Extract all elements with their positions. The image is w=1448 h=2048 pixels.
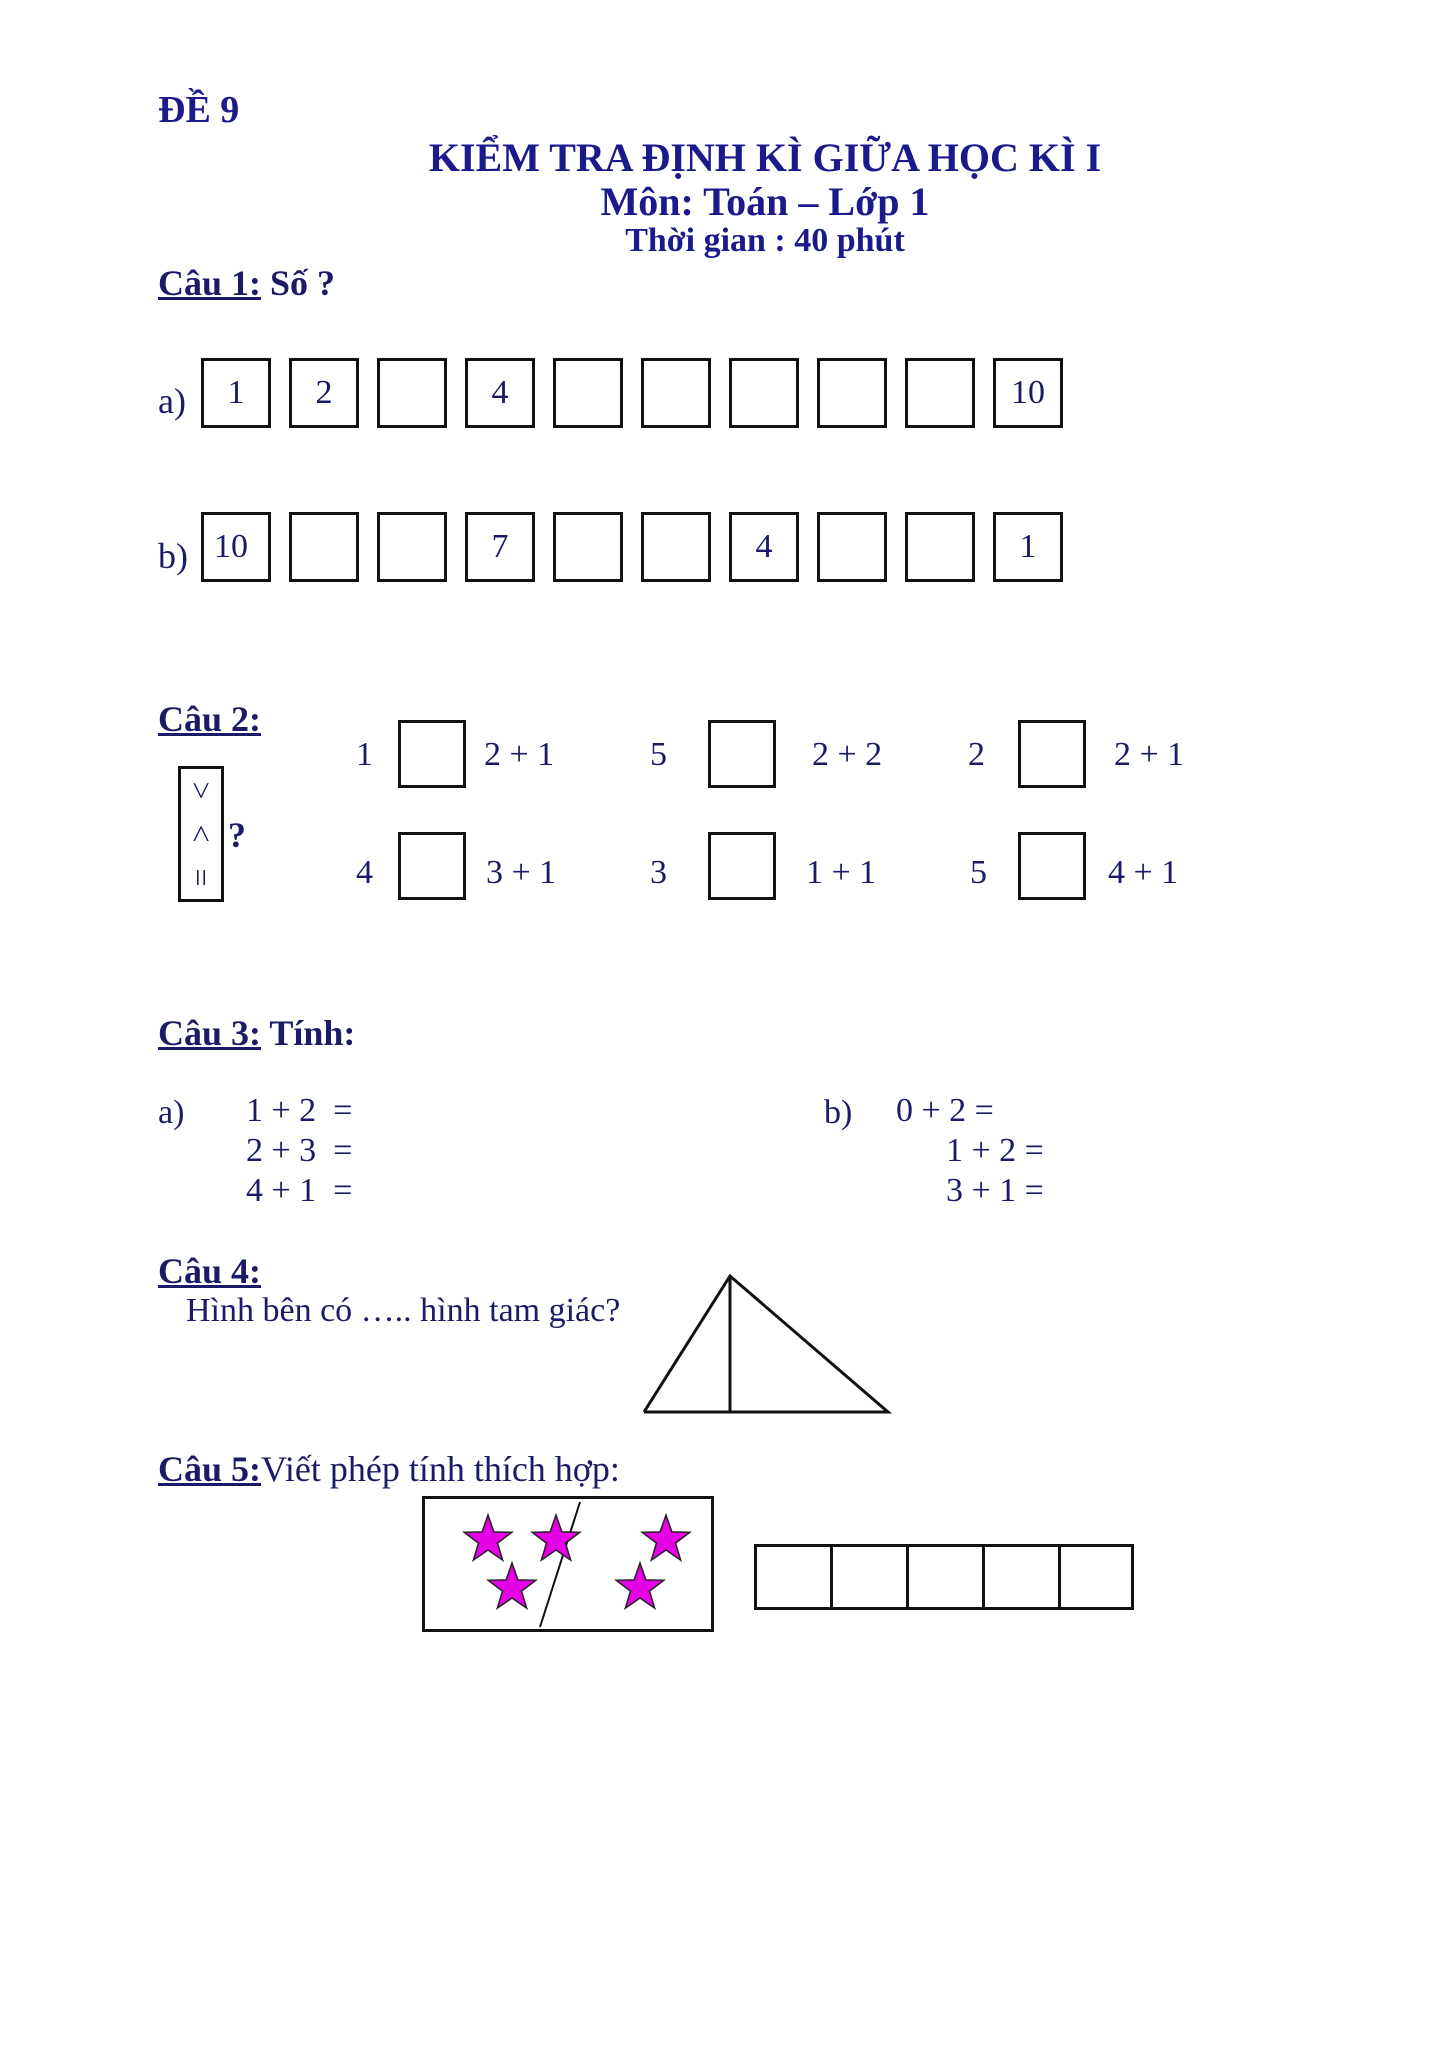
q2-left-value: 5 <box>650 736 667 773</box>
q1-a-cell[interactable]: 10 <box>993 358 1063 428</box>
q3-a-label: a) <box>158 1094 185 1131</box>
q2-greater-symbol: > <box>183 781 220 800</box>
q2-compare-box[interactable] <box>398 832 466 900</box>
q5-answer-cell[interactable] <box>982 1544 1058 1610</box>
q5-answer-cell[interactable] <box>830 1544 906 1610</box>
q1-a-cell[interactable]: 2 <box>289 358 359 428</box>
q1-label: Câu 1: <box>158 263 262 303</box>
q1-a-cell[interactable] <box>641 358 711 428</box>
q1-a-cell[interactable]: 4 <box>465 358 535 428</box>
q4-label: Câu 4: <box>158 1251 262 1291</box>
q3-b-item: 1 + 2 = <box>946 1132 1044 1169</box>
q1-b-cell[interactable] <box>905 512 975 582</box>
q3-a-item: 4 + 1 = <box>246 1172 353 1209</box>
q2-compare-box[interactable] <box>1018 720 1086 788</box>
q5-stars-picture <box>422 1496 714 1632</box>
q2-compare-box[interactable] <box>708 720 776 788</box>
q1-heading <box>158 262 335 304</box>
q1-b-cell[interactable]: 4 <box>729 512 799 582</box>
q2-right-expr: 2 + 1 <box>484 736 555 773</box>
q5-heading <box>158 1448 620 1490</box>
q1-row-a-label: a) <box>158 381 186 421</box>
q1-b-cell[interactable] <box>641 512 711 582</box>
q2-compare-box[interactable] <box>398 720 466 788</box>
q1-prompt: Số ? <box>261 263 336 303</box>
q5-answer-cell[interactable] <box>754 1544 830 1610</box>
q1-a-cell[interactable] <box>817 358 887 428</box>
q1-b-cell[interactable] <box>553 512 623 582</box>
q1-a-cell[interactable] <box>729 358 799 428</box>
q2-right-expr: 2 + 1 <box>1114 736 1185 773</box>
q1-row-b-label: b) <box>158 536 188 576</box>
q5-text: Viết phép tính thích hợp: <box>261 1449 620 1489</box>
q4-text: Hình bên có ….. hình tam giác? <box>186 1292 621 1329</box>
q2-compare-box[interactable] <box>708 832 776 900</box>
q1-b-cell[interactable] <box>377 512 447 582</box>
q2-right-expr: 2 + 2 <box>812 736 883 773</box>
q3-b-item: 3 + 1 = <box>946 1172 1044 1209</box>
q2-right-expr: 4 + 1 <box>1108 854 1179 891</box>
exam-title: KIỂM TRA ĐỊNH KÌ GIỮA HỌC KÌ I <box>428 135 1102 180</box>
q1-a-cell[interactable]: 1 <box>201 358 271 428</box>
q2-less-symbol: < <box>183 824 220 844</box>
q2-left-value: 3 <box>650 854 667 891</box>
q5-label: Câu 5: <box>158 1449 262 1489</box>
q2-equal-symbol: = <box>183 868 220 887</box>
exam-subject: Môn: Toán – Lớp 1 <box>600 179 930 224</box>
q5-answer-cell[interactable] <box>906 1544 982 1610</box>
q1-b-cell[interactable] <box>817 512 887 582</box>
q3-heading <box>158 1012 355 1054</box>
q4-triangle-figure <box>640 1272 900 1422</box>
q2-left-value: 4 <box>356 854 373 891</box>
q1-a-cell[interactable] <box>377 358 447 428</box>
q1-a-cell[interactable] <box>553 358 623 428</box>
q1-b-cell[interactable] <box>289 512 359 582</box>
exam-code: ĐỀ 9 <box>158 89 240 131</box>
q2-left-value: 2 <box>968 736 985 773</box>
q2-right-expr: 3 + 1 <box>486 854 557 891</box>
q2-question-mark: ? <box>228 815 246 855</box>
q5-answer-row <box>754 1544 1134 1610</box>
q3-label: Câu 3: <box>158 1013 262 1053</box>
q2-symbol-box <box>178 766 224 902</box>
q3-a-item: 2 + 3 = <box>246 1132 353 1169</box>
q2-compare-box[interactable] <box>1018 832 1086 900</box>
q3-a-item: 1 + 2 = <box>246 1092 353 1129</box>
exam-duration: Thời gian : 40 phút <box>625 222 905 259</box>
q2-left-value: 1 <box>356 736 373 773</box>
q3-prompt: Tính: <box>261 1013 356 1053</box>
q1-b-cell[interactable]: 7 <box>465 512 535 582</box>
q1-a-cell[interactable] <box>905 358 975 428</box>
q2-right-expr: 1 + 1 <box>806 854 877 891</box>
q2-label: Câu 2: <box>158 699 262 739</box>
q5-answer-cell[interactable] <box>1058 1544 1134 1610</box>
q1-b-cell[interactable]: 10 <box>201 512 271 582</box>
q3-b-item: 0 + 2 = <box>896 1092 994 1129</box>
q1-b-cell[interactable]: 1 <box>993 512 1063 582</box>
q3-b-label: b) <box>824 1094 853 1131</box>
q2-left-value: 5 <box>970 854 987 891</box>
